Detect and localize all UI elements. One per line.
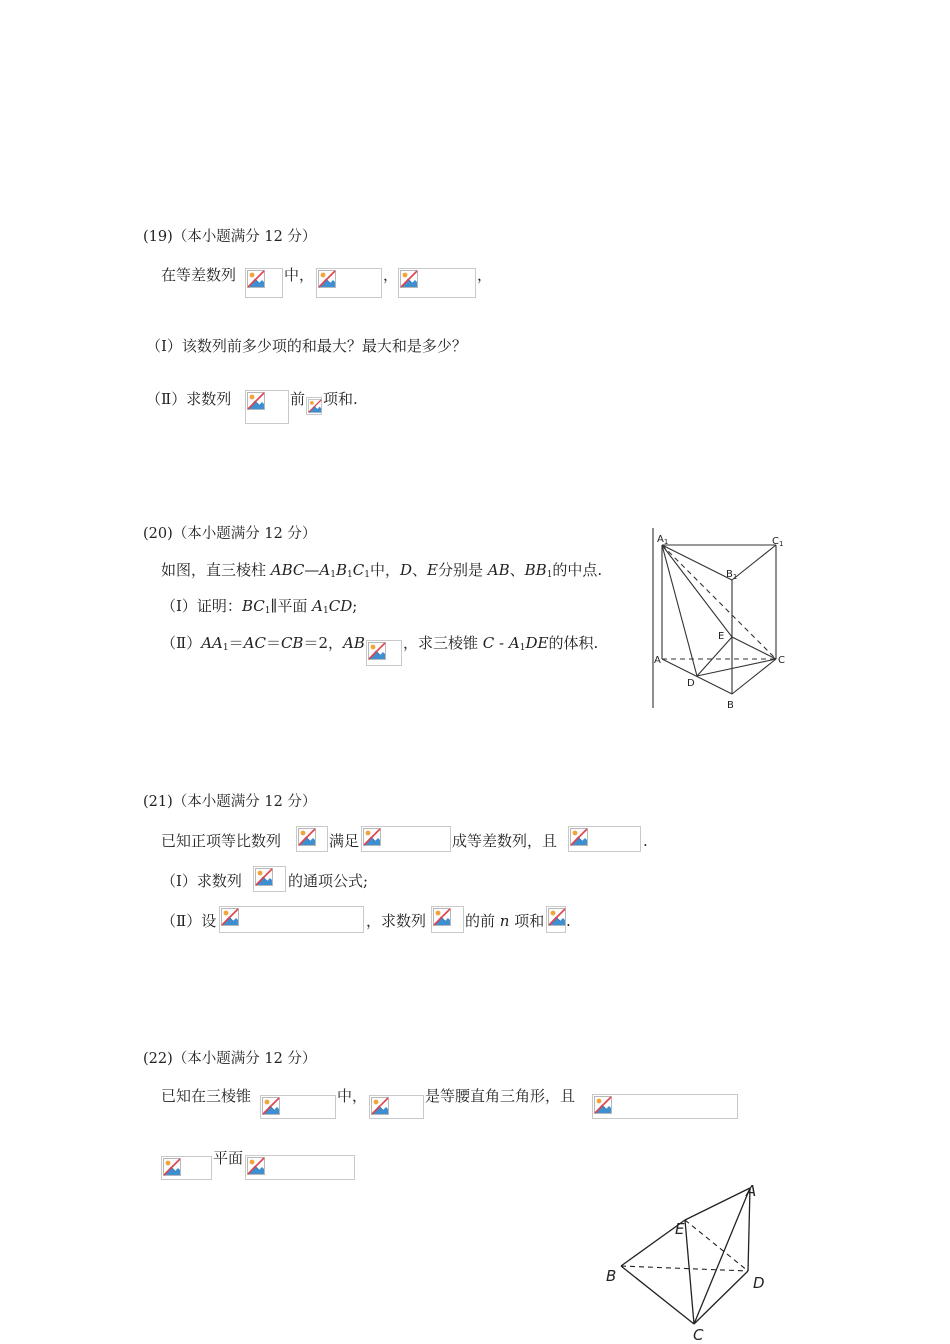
q22-line1-a: 已知在三棱锥 [161, 1087, 252, 1105]
q19-intro-b: 中， [284, 266, 315, 284]
q21-part2-a: （Ⅱ）设 [161, 912, 217, 930]
q21-part1-a: （Ⅰ）求数列 [161, 872, 242, 890]
edge-e-a [685, 1188, 750, 1220]
label-a: A [746, 1182, 757, 1200]
q22-line2-a: 平面 [213, 1149, 244, 1167]
broken-image-icon [163, 1158, 181, 1176]
q20-line1: 如图，直三棱柱 $ABC—A_1B_1C_1$中，D、E分别是 AB、$BB_1$的中点. [161, 561, 603, 580]
broken-image-icon [298, 828, 316, 846]
q22-line1-b: 中， [337, 1087, 368, 1105]
edge-c-d [694, 1271, 748, 1324]
broken-image-icon [308, 399, 322, 413]
broken-image-icon [255, 868, 273, 886]
edge-a1-b1 [662, 545, 732, 580]
broken-image-icon [368, 642, 386, 660]
broken-image-icon [570, 828, 588, 846]
formula-image-placeholder [296, 826, 328, 852]
formula-image-placeholder [431, 906, 464, 933]
broken-image-icon [400, 270, 418, 288]
q19-comma: ， [383, 266, 399, 284]
edge-e-c [732, 637, 776, 659]
formula-image-placeholder [219, 906, 364, 933]
q20-part2-a: $(Ⅱ)AA_1=AC=CB=2$，AB [161, 634, 365, 653]
edge-d-a [748, 1188, 750, 1271]
label-a1: $A_1$ [657, 534, 669, 546]
broken-image-icon [221, 908, 239, 926]
formula-image-placeholder [361, 826, 451, 852]
q19-header: (19)（本小题满分 12 分） [143, 229, 317, 245]
q19-intro-a: 在等差数列 [161, 266, 237, 284]
formula-image-placeholder [161, 1156, 212, 1180]
q22-line1-c: 是等腰直角三角形，且 [425, 1087, 576, 1105]
q21-part2-b: ，求数列 [366, 912, 427, 930]
label-a: A [654, 655, 661, 666]
q21-part1-b: 的通项公式; [288, 872, 369, 890]
formula-image-placeholder [253, 866, 286, 892]
formula-image-placeholder [546, 906, 566, 933]
label-c1: $C_1$ [772, 536, 784, 548]
formula-image-placeholder [260, 1095, 336, 1119]
formula-image-placeholder [398, 268, 476, 298]
formula-image-placeholder [366, 640, 402, 666]
broken-image-icon [548, 908, 566, 926]
formula-image-placeholder [568, 826, 641, 852]
label-c: C [778, 655, 785, 666]
q21-part2-f: . [566, 912, 571, 930]
formula-image-placeholder [245, 268, 283, 298]
edge-d-c [697, 659, 776, 676]
label-c: C [693, 1326, 704, 1344]
q21-line1-b: 满足 [329, 832, 360, 850]
q21-line1-a: 已知正项等比数列 [161, 832, 282, 850]
label-d: D [753, 1274, 765, 1292]
formula-image-placeholder [369, 1095, 424, 1119]
label-d: D [687, 678, 695, 689]
formula-image-placeholder [306, 397, 322, 415]
broken-image-icon [247, 392, 265, 410]
broken-image-icon [247, 270, 265, 288]
prism-figure [645, 528, 795, 714]
broken-image-icon [262, 1097, 280, 1115]
q21-line1-c: 成等差数列，且 [452, 832, 558, 850]
label-b1: $B_1$ [726, 569, 738, 581]
edge-b1-c1 [732, 545, 776, 580]
label-e: E [718, 631, 725, 642]
formula-image-placeholder [316, 268, 382, 298]
q19-part2-c: 项和. [323, 390, 358, 408]
q19-part1: （Ⅰ）该数列前多少项的和最大？最大和是多少？ [146, 337, 467, 355]
q20-part1: （Ⅰ）证明：$BC_1\parallel$平面 $A_1CD$; [161, 597, 358, 616]
broken-image-icon [433, 908, 451, 926]
tetrahedron-figure [600, 1180, 780, 1344]
q21-line1-d: . [643, 832, 648, 850]
broken-image-icon [371, 1097, 389, 1115]
edge-a1-e [662, 545, 732, 637]
edge-c-a [694, 1188, 750, 1324]
q22-header: (22)（本小题满分 12 分） [143, 1051, 317, 1067]
label-e: E [675, 1220, 685, 1238]
q19-part2-a: （Ⅱ）求数列 [146, 390, 232, 408]
q19-comma: ， [477, 266, 493, 284]
q19-part2-b: 前 [290, 390, 306, 408]
q21-header: (21)（本小题满分 12 分） [143, 794, 317, 810]
edge-b-d-dashed [621, 1266, 748, 1271]
broken-image-icon [363, 828, 381, 846]
q20-header: (20)（本小题满分 12 分） [143, 526, 317, 542]
label-b: B [727, 700, 734, 711]
formula-image-placeholder [245, 390, 289, 424]
formula-image-placeholder [245, 1155, 355, 1180]
q21-part2-cde: 的前 n 项和 [465, 912, 545, 930]
edge-b-c [621, 1266, 694, 1324]
formula-image-placeholder [592, 1094, 738, 1119]
broken-image-icon [594, 1096, 612, 1114]
edge-e-c [685, 1220, 694, 1324]
label-b: B [606, 1267, 617, 1285]
broken-image-icon [247, 1157, 265, 1175]
broken-image-icon [318, 270, 336, 288]
q20-part2-b: ，求三棱锥 C - $A_1DE$的体积. [403, 634, 599, 653]
edge-a-b [662, 659, 732, 694]
edge-a1-d [662, 545, 697, 676]
edge-e-d-dashed [685, 1220, 748, 1271]
q19-intro-text [161, 266, 236, 284]
